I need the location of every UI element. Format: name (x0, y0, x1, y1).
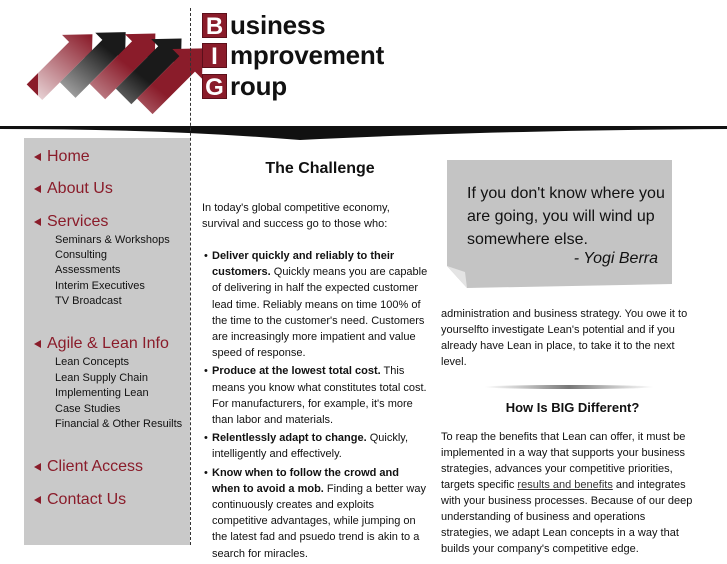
big-different-paragraph (441, 429, 696, 557)
nav-client-label: Client Access (47, 458, 144, 475)
paragraph-text: and integrates with your business processes. Because of our deep understanding of business and operations strategies, we adapt Lean concepts in a way that builds your company's competitive edge. (441, 479, 693, 555)
arrow-left-icon (34, 153, 41, 161)
quote-attribution: - Yogi Berra (573, 250, 658, 267)
list-item (202, 465, 430, 562)
list-item-text: Quickly means you are capable of delivering in half the expected customer lead time. Reliably means on time 100% of the time to the customer's need. Customers are increasingly more impatient and value speed of response. (212, 266, 428, 360)
nav-case-studies[interactable]: Case Studies (55, 403, 121, 415)
right-column (441, 306, 696, 557)
list-item-bold: Know when to follow the crowd and when to avoid a mob. (212, 466, 399, 495)
arrow-left-icon (34, 496, 41, 504)
nav-lean-concepts[interactable]: Lean Concepts (55, 356, 129, 368)
nav-agile-lean[interactable] (34, 335, 169, 353)
list-item-bold: Relentlessly adapt to change. (212, 432, 367, 445)
challenge-list (202, 248, 430, 562)
nav-lean-supply[interactable]: Lean Supply Chain (55, 372, 148, 384)
list-item-text: Finding a better way continuously creates and exploits competitive advantages, while jumping on the latest fad and psuedo trend is akin to a search for miracles. (212, 482, 426, 560)
list-item-bold: Produce at the lowest total cost. (212, 365, 381, 378)
intro-text: In today's global competitive economy, survival and success go to those who: (202, 202, 390, 230)
list-item (202, 248, 430, 361)
logo-arrows-graphic (38, 6, 188, 124)
nav-financial-results[interactable]: Financial & Other Resuilts (55, 418, 183, 430)
logo-letter-i: I (202, 43, 227, 68)
nav-services-tv[interactable]: TV Broadcast (55, 295, 122, 307)
sidebar-nav (24, 138, 190, 545)
arrow-left-icon (34, 185, 41, 193)
logo-word-business: usiness (230, 10, 326, 40)
nav-services-seminars[interactable]: Seminars & Workshops (55, 234, 170, 246)
arrow-left-icon (34, 340, 41, 348)
nav-client-access[interactable] (34, 458, 143, 476)
nav-services-consulting[interactable]: Consulting (55, 249, 107, 261)
column-divider (190, 8, 191, 545)
nav-about-us[interactable] (34, 180, 113, 198)
nav-services[interactable] (34, 213, 108, 231)
section-divider (484, 384, 654, 390)
section-heading: How Is BIG Different? (505, 400, 640, 415)
arrow-left-icon (34, 463, 41, 471)
nav-services-assessments[interactable]: Assessments (55, 264, 121, 276)
results-benefits-link[interactable]: results and benefits (517, 479, 613, 491)
strategy-paragraph: administration and business strategy. You owe it to yourselfto investigate Lean's potential and if you already have Lean in place, to take it to the next level. (441, 308, 688, 368)
nav-home[interactable] (34, 148, 90, 166)
list-item-text: This means you know what constitutes total cost. For manufacturers, for example, it's more than labor and materials. (212, 365, 427, 427)
nav-home-label: Home (47, 148, 90, 165)
quote-text: If you don't know where you are going, you will wind up somewhere else. (467, 185, 665, 248)
nav-services-label: Services (47, 213, 109, 230)
logo-letter-g: G (202, 74, 227, 99)
list-item (202, 363, 430, 428)
logo-line-group (202, 71, 287, 102)
nav-about-label: About Us (47, 180, 113, 197)
nav-services-interim[interactable]: Interim Executives (55, 280, 145, 292)
paragraph-text: To reap the benefits that Lean can offer, it must be implemented in a way that supports your business strategies, advances your competitive priorities, targets specific (441, 431, 686, 491)
list-item-bold: Deliver quickly and reliably to their customers. (212, 250, 395, 279)
page-title: The Challenge (265, 160, 375, 177)
logo-word-group: roup (230, 71, 287, 101)
logo-line-business (202, 10, 325, 41)
nav-implementing-lean[interactable]: Implementing Lean (55, 387, 149, 399)
logo-word-improvement: mprovement (230, 40, 385, 70)
list-item (202, 430, 430, 462)
main-content (202, 160, 430, 564)
logo-line-improvement (202, 40, 384, 71)
logo-letter-b: B (202, 13, 227, 38)
header (0, 0, 727, 130)
nav-contact-us[interactable] (34, 491, 126, 509)
quote-box (447, 160, 672, 288)
list-item-text: Quickly, intelligently and effectively. (212, 432, 409, 461)
arrow-left-icon (34, 218, 41, 226)
nav-agile-label: Agile & Lean Info (47, 335, 169, 352)
nav-contact-label: Contact Us (47, 491, 127, 508)
